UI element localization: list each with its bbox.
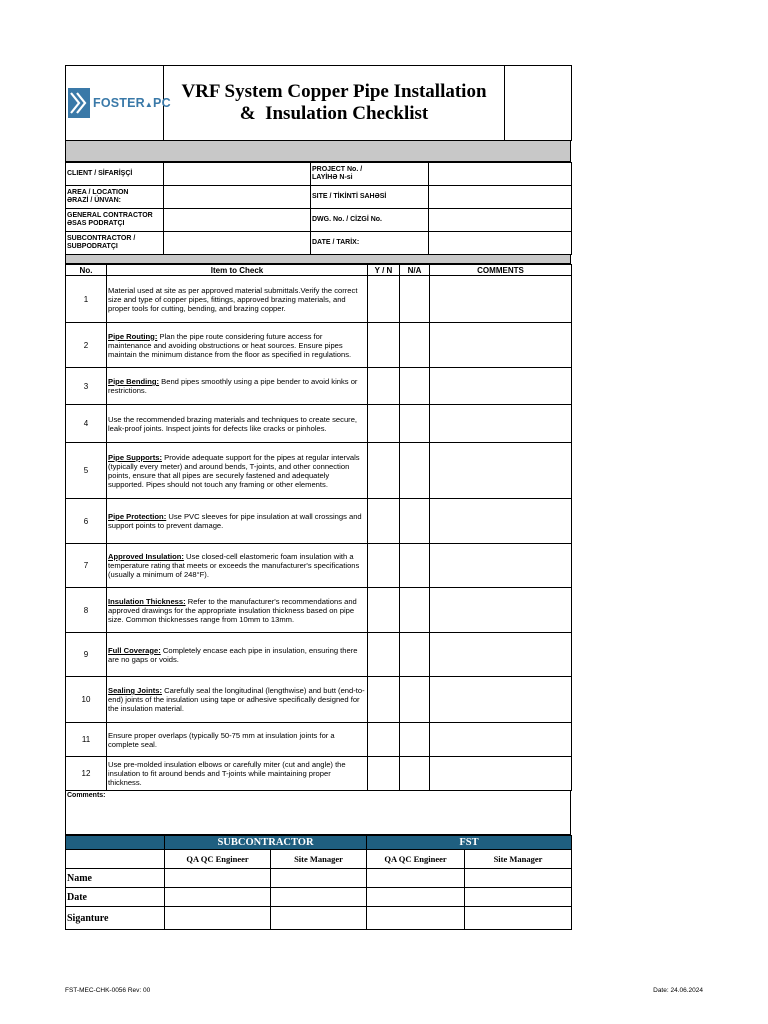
fst-sm-header: Site Manager [465,850,572,869]
yn-cell[interactable] [368,276,400,323]
page-title [164,66,505,141]
item-description: Completely encase each pipe in insulation, ensuring there are no gaps or voids. [108,645,358,664]
item-text [107,405,368,443]
client-field[interactable] [164,163,311,186]
signature-cell[interactable] [367,907,465,930]
comments-box[interactable] [65,791,571,835]
item-text [107,276,368,323]
band-blank [66,836,165,850]
table-row [66,677,572,723]
sub-qa-header: QA QC Engineer [165,850,271,869]
logo-triangle-icon: ▲ [144,100,154,109]
comment-cell[interactable] [430,544,572,588]
item-description: Use closed-cell elastomeric foam insulation with a temperature rating that meets or exceeds the manufacturer's specifications (usually a minimum of 248°F). [108,552,360,579]
item-text [107,544,368,588]
gray-separator [65,141,571,162]
signature-label: Siganture [66,907,165,930]
item-number: 11 [66,723,107,757]
signature-cell[interactable] [271,907,367,930]
yn-cell[interactable] [368,499,400,544]
title-line-1: VRF System Copper Pipe Installation [181,81,487,102]
comment-cell[interactable] [430,723,572,757]
na-cell[interactable] [400,405,430,443]
date-cell[interactable] [465,888,572,907]
checklist-sheet [65,65,571,930]
comment-cell[interactable] [430,276,572,323]
signature-table [65,835,572,930]
date-field[interactable] [429,232,572,255]
comment-cell[interactable] [430,499,572,544]
item-description: Provide adequate support for the pipes at regular intervals (typically every meter) and around bends, T-joints, and other connection points, ensure that all pipes are securely fastened and adequately supported. Pipes should not touch any framing or other elements. [108,452,360,489]
name-cell[interactable] [271,869,367,888]
yn-cell[interactable] [368,323,400,368]
item-heading: Full Coverage: [108,645,161,655]
logo-cell [66,66,171,141]
logo-text: FOSTER [93,96,145,110]
comment-cell[interactable] [430,677,572,723]
item-heading: Pipe Supports: [108,452,163,462]
item-description: Use PVC sleeves for pipe insulation at wall crossings and support points to prevent damage. [108,512,362,530]
na-cell[interactable] [400,588,430,633]
dwg-label: DWG. No. / CİZGİ No. [311,209,429,232]
yn-cell[interactable] [368,368,400,405]
item-heading: Sealing Joints: [108,686,163,695]
doc-code: FST-MEC-CHK-0056 Rev: 00 [65,987,151,994]
project-label: PROJECT No. / LAYİHƏ N-si [311,163,429,186]
item-heading: Insulation Thickness: [108,596,186,606]
table-row [66,757,572,791]
name-cell[interactable] [367,869,465,888]
gc-label: GENERAL CONTRACTOR ƏSAS PODRATÇI [66,209,164,232]
item-heading: Approved Insulation: [108,552,184,561]
item-number: 8 [66,588,107,633]
yn-cell[interactable] [368,633,400,677]
table-row [66,276,572,323]
item-number: 6 [66,499,107,544]
yn-cell[interactable] [368,757,400,791]
na-cell[interactable] [400,368,430,405]
item-number: 4 [66,405,107,443]
item-text [107,723,368,757]
item-heading: Pipe Protection: [108,512,167,521]
date-cell[interactable] [367,888,465,907]
area-label: AREA / LOCATION ƏRAZİ / ÜNVAN: [66,186,164,209]
yn-cell[interactable] [368,544,400,588]
site-field[interactable] [429,186,572,209]
date-cell[interactable] [165,888,271,907]
item-description: Ensure proper overlaps (typically 50-75 mm at insulation joints for a complete seal. [108,730,335,749]
comment-cell[interactable] [430,633,572,677]
project-field[interactable] [429,163,572,186]
signature-cell[interactable] [465,907,572,930]
item-number: 2 [66,323,107,368]
na-cell[interactable] [400,544,430,588]
table-row [66,588,572,633]
title-line-2: & Insulation Checklist [239,103,429,124]
item-description: Plan the pipe route considering future access for maintenance and avoiding obstructions or heat sources. Ensure pipes maintain the minimum distance from the floor as specified in regulations. [108,331,352,359]
col-item: Item to Check [107,265,368,276]
item-number: 5 [66,443,107,499]
date-label: DATE / TARİX: [311,232,429,255]
item-description: Material used at site as per approved material submittals.Verify the correct size and type of copper pipes, fittings, approved brazing materials, and proper tools for cutting, bending, and brazing copper. [108,285,358,313]
name-label: Name [66,869,165,888]
sub-label: SUBCONTRACTOR / SUBPODRATÇI [66,232,164,255]
item-description: Carefully seal the longitudinal (lengthwise) and butt (end-to-end) joints of the insulation using tape or adhesive specifically designed for the insulation material. [108,686,365,713]
logo-mark-icon [68,88,90,118]
item-text [107,499,368,544]
table-row [66,368,572,405]
item-text [107,677,368,723]
name-cell[interactable] [165,869,271,888]
gray-separator-thin [65,255,571,264]
sub-blank [66,850,165,869]
comment-cell[interactable] [430,368,572,405]
comment-cell[interactable] [430,443,572,499]
col-no: No. [66,265,107,276]
yn-cell[interactable] [368,405,400,443]
fst-qa-header: QA QC Engineer [367,850,465,869]
item-description: Bend pipes smoothly using a pipe bender to avoid kinks or restrictions. [108,377,358,395]
table-row [66,443,572,499]
yn-cell[interactable] [368,677,400,723]
item-description: Refer to the manufacturer's recommendations and approved drawings for the appropriate insulation thickness based on pipe size. Common thicknesses range from 10mm to 13mm. [108,596,357,624]
table-row [66,323,572,368]
item-heading: Pipe Bending: [108,377,160,386]
comment-cell[interactable] [430,323,572,368]
item-number: 1 [66,276,107,323]
fst-band: FST [367,836,572,850]
signature-cell[interactable] [165,907,271,930]
na-cell[interactable] [400,276,430,323]
table-row [66,405,572,443]
header-blank-cell [505,66,572,141]
doc-date: Date: 24.06.2024 [653,987,703,994]
yn-cell[interactable] [368,588,400,633]
na-cell[interactable] [400,677,430,723]
date-cell[interactable] [271,888,367,907]
name-cell[interactable] [465,869,572,888]
sub-field[interactable] [164,232,311,255]
item-number: 10 [66,677,107,723]
table-row [66,633,572,677]
item-heading: Pipe Routing: [108,331,158,341]
na-cell[interactable] [400,723,430,757]
company-logo [66,88,171,118]
item-description: Use the recommended brazing materials and techniques to create secure, leak-proof joints. Inspect joints for defects like cracks or pinholes. [108,414,358,433]
na-cell[interactable] [400,323,430,368]
na-cell[interactable] [400,757,430,791]
item-number: 7 [66,544,107,588]
gc-field[interactable] [164,209,311,232]
dwg-field[interactable] [429,209,572,232]
item-text [107,588,368,633]
sub-sm-header: Site Manager [271,850,367,869]
item-number: 3 [66,368,107,405]
yn-cell[interactable] [368,723,400,757]
item-text [107,633,368,677]
item-text [107,757,368,791]
yn-cell[interactable] [368,443,400,499]
col-comments: COMMENTS [430,265,572,276]
info-table [65,162,572,255]
date-row-label: Date [66,888,165,907]
na-cell[interactable] [400,443,430,499]
table-row [66,544,572,588]
item-text [107,323,368,368]
area-field[interactable] [164,186,311,209]
logo-text-suffix: PC [153,96,171,110]
client-label: CLIENT / SİFARİŞÇİ [66,163,164,186]
col-yn: Y / N [368,265,400,276]
item-text [107,368,368,405]
comment-cell[interactable] [430,405,572,443]
col-na: N/A [400,265,430,276]
items-table [65,264,572,791]
item-text [107,443,368,499]
comment-cell[interactable] [430,757,572,791]
header-table [65,65,572,141]
na-cell[interactable] [400,499,430,544]
item-description: Use pre-molded insulation elbows or carefully miter (cut and angle) the insulation to fit around bends and T-joints while maintaining proper thickness. [108,760,346,787]
item-number: 12 [66,757,107,791]
comment-cell[interactable] [430,588,572,633]
subcontractor-band: SUBCONTRACTOR [165,836,367,850]
table-row [66,499,572,544]
item-number: 9 [66,633,107,677]
na-cell[interactable] [400,633,430,677]
table-row [66,723,572,757]
comments-label: Comments: [67,792,106,799]
site-label: SITE / TİKİNTİ SAHƏSİ [311,186,429,209]
